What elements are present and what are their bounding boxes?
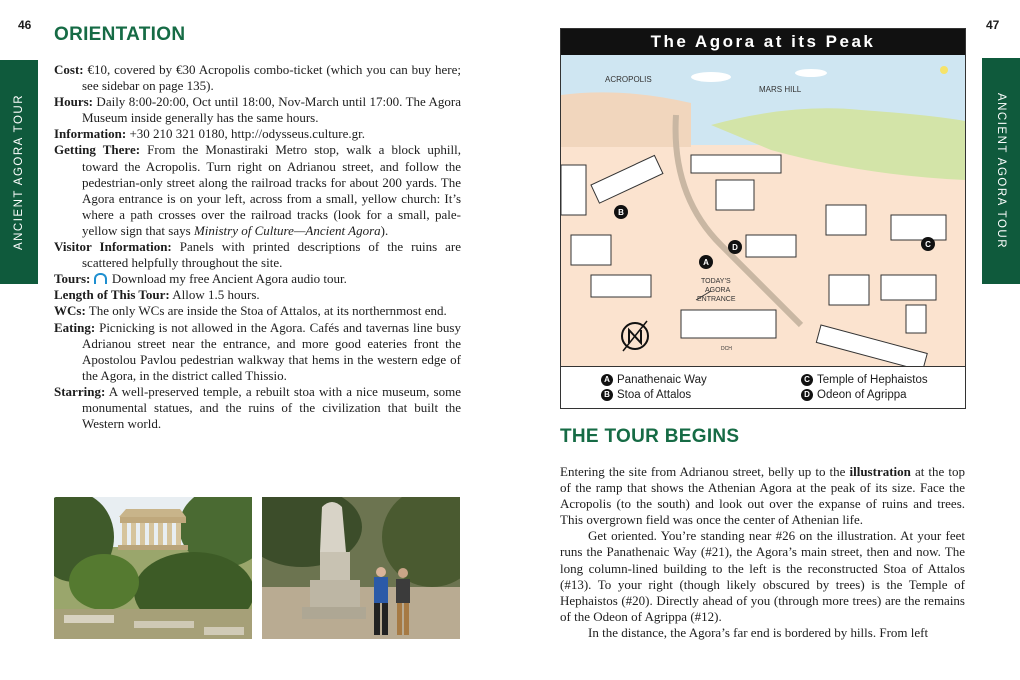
legend-item-d: D Odeon of Agrippa <box>801 389 907 401</box>
side-tab-right-label: ANCIENT AGORA TOUR <box>995 92 1007 250</box>
map-marker-a <box>699 255 713 269</box>
info-visitor-information: Visitor Information: Panels with printed descriptions of the ruins are scattered helpfully throughout the site. <box>54 239 461 271</box>
map-marker-b <box>614 205 628 219</box>
map-label-entrance-1: TODAY’S <box>701 278 731 285</box>
tour-begins-heading: THE TOUR BEGINS <box>560 426 740 447</box>
tour-text <box>560 464 965 641</box>
headphones-icon <box>94 273 107 284</box>
info-starring: Starring: A well-preserved temple, a rebuilt stoa with a nice museum, some monumental statues, and the ruins of the civilization that built the Western world. <box>54 383 461 432</box>
map-signature: DCH <box>721 346 732 352</box>
info-length: Length of This Tour: Allow 1.5 hours. <box>54 287 260 303</box>
svg-text:A: A <box>703 258 709 267</box>
info-information: Information: +30 210 321 0180, http://odysseus.culture.gr. <box>54 126 366 142</box>
svg-text:D: D <box>732 243 738 252</box>
tour-paragraph-2: Get oriented. You’re standing near #26 on the illustration. At your feet runs the Panathenaic Way (#21), the Agora’s main street, then and now. The long column-lined building to the left is the reconstructed Stoa of Attalos (#13). To your right (though likely obscured by trees) is the Temple of Hephaistos (#20). Directly ahead of you (through more trees) are the remains of the Odeon of Agrippa (#12). <box>560 528 965 624</box>
map-label-entrance-2: AGORA <box>705 287 731 294</box>
map-marker-c <box>921 237 935 251</box>
map-label-mars-hill: MARS HILL <box>759 85 802 94</box>
info-eating: Eating: Picnicking is not allowed in the Agora. Cafés and tavernas line busy Adrianou street near the entrance, and more good eateries front the Apostolou Pavlou pedestrian walkway that hems in the western edge of the Agora, in the district called Thissio. <box>54 319 461 383</box>
side-tab-left <box>0 60 38 284</box>
orientation-heading: ORIENTATION <box>54 24 186 45</box>
page-number-right: 47 <box>986 18 1000 32</box>
side-tab-right <box>982 58 1020 284</box>
page-number-left: 46 <box>18 18 32 32</box>
tour-paragraph-1: Entering the site from Adrianou street, belly up to the illustration at the top of the ramp that shows the Athenian Agora at the peak of its size. Face the Acropolis (to the south) and look out over the expanse of ruins and trees. This overgrown field was once the center of Athenian life. <box>560 464 965 528</box>
svg-text:B: B <box>618 208 624 217</box>
legend-item-a: A Panathenaic Way <box>601 374 707 386</box>
temple-photo <box>54 497 252 639</box>
legend-item-b: B Stoa of Attalos <box>601 389 691 401</box>
info-tours: Tours: Download my free Ancient Agora audio tour. <box>54 271 347 287</box>
info-wcs: WCs: The only WCs are inside the Stoa of Attalos, at its northernmost end. <box>54 303 447 319</box>
map-legend <box>561 366 965 409</box>
info-getting-there: Getting There: From the Monastiraki Metro stop, walk a block uphill, toward the Acropolis. Turn right on Adrianou street, and follow the pedestrian-only street along the railroad tracks for about 200 yards. The Agora entrance is on your left, across from a small, yellow church: It’s where a path crosses over the railroad tracks (look for a small, pale-yellow sign that says Ministry of Culture—Ancient Agora). <box>54 142 462 238</box>
map-label-acropolis: ACROPOLIS <box>605 75 652 84</box>
tour-paragraph-3: In the distance, the Agora’s far end is bordered by hills. From left <box>588 624 929 640</box>
orientation-info <box>54 62 461 432</box>
map-illustration <box>561 55 965 366</box>
map-label-entrance-3: ENTRANCE <box>697 296 736 303</box>
statue-photo <box>262 497 460 639</box>
info-hours: Hours: Daily 8:00-20:00, Oct until 18:00, Nov-March until 17:00. The Agora Museum inside generally has the same hours. <box>54 94 461 126</box>
map-marker-d <box>728 240 742 254</box>
map-title: The Agora at its Peak <box>561 29 965 55</box>
agora-map <box>560 28 966 409</box>
svg-text:C: C <box>925 240 931 249</box>
legend-item-c: C Temple of Hephaistos <box>801 374 928 386</box>
info-cost: Cost: €10, covered by €30 Acropolis combo-ticket (which you can buy here; see sidebar on page 135). <box>54 62 461 94</box>
side-tab-left-label: ANCIENT AGORA TOUR <box>13 93 25 251</box>
